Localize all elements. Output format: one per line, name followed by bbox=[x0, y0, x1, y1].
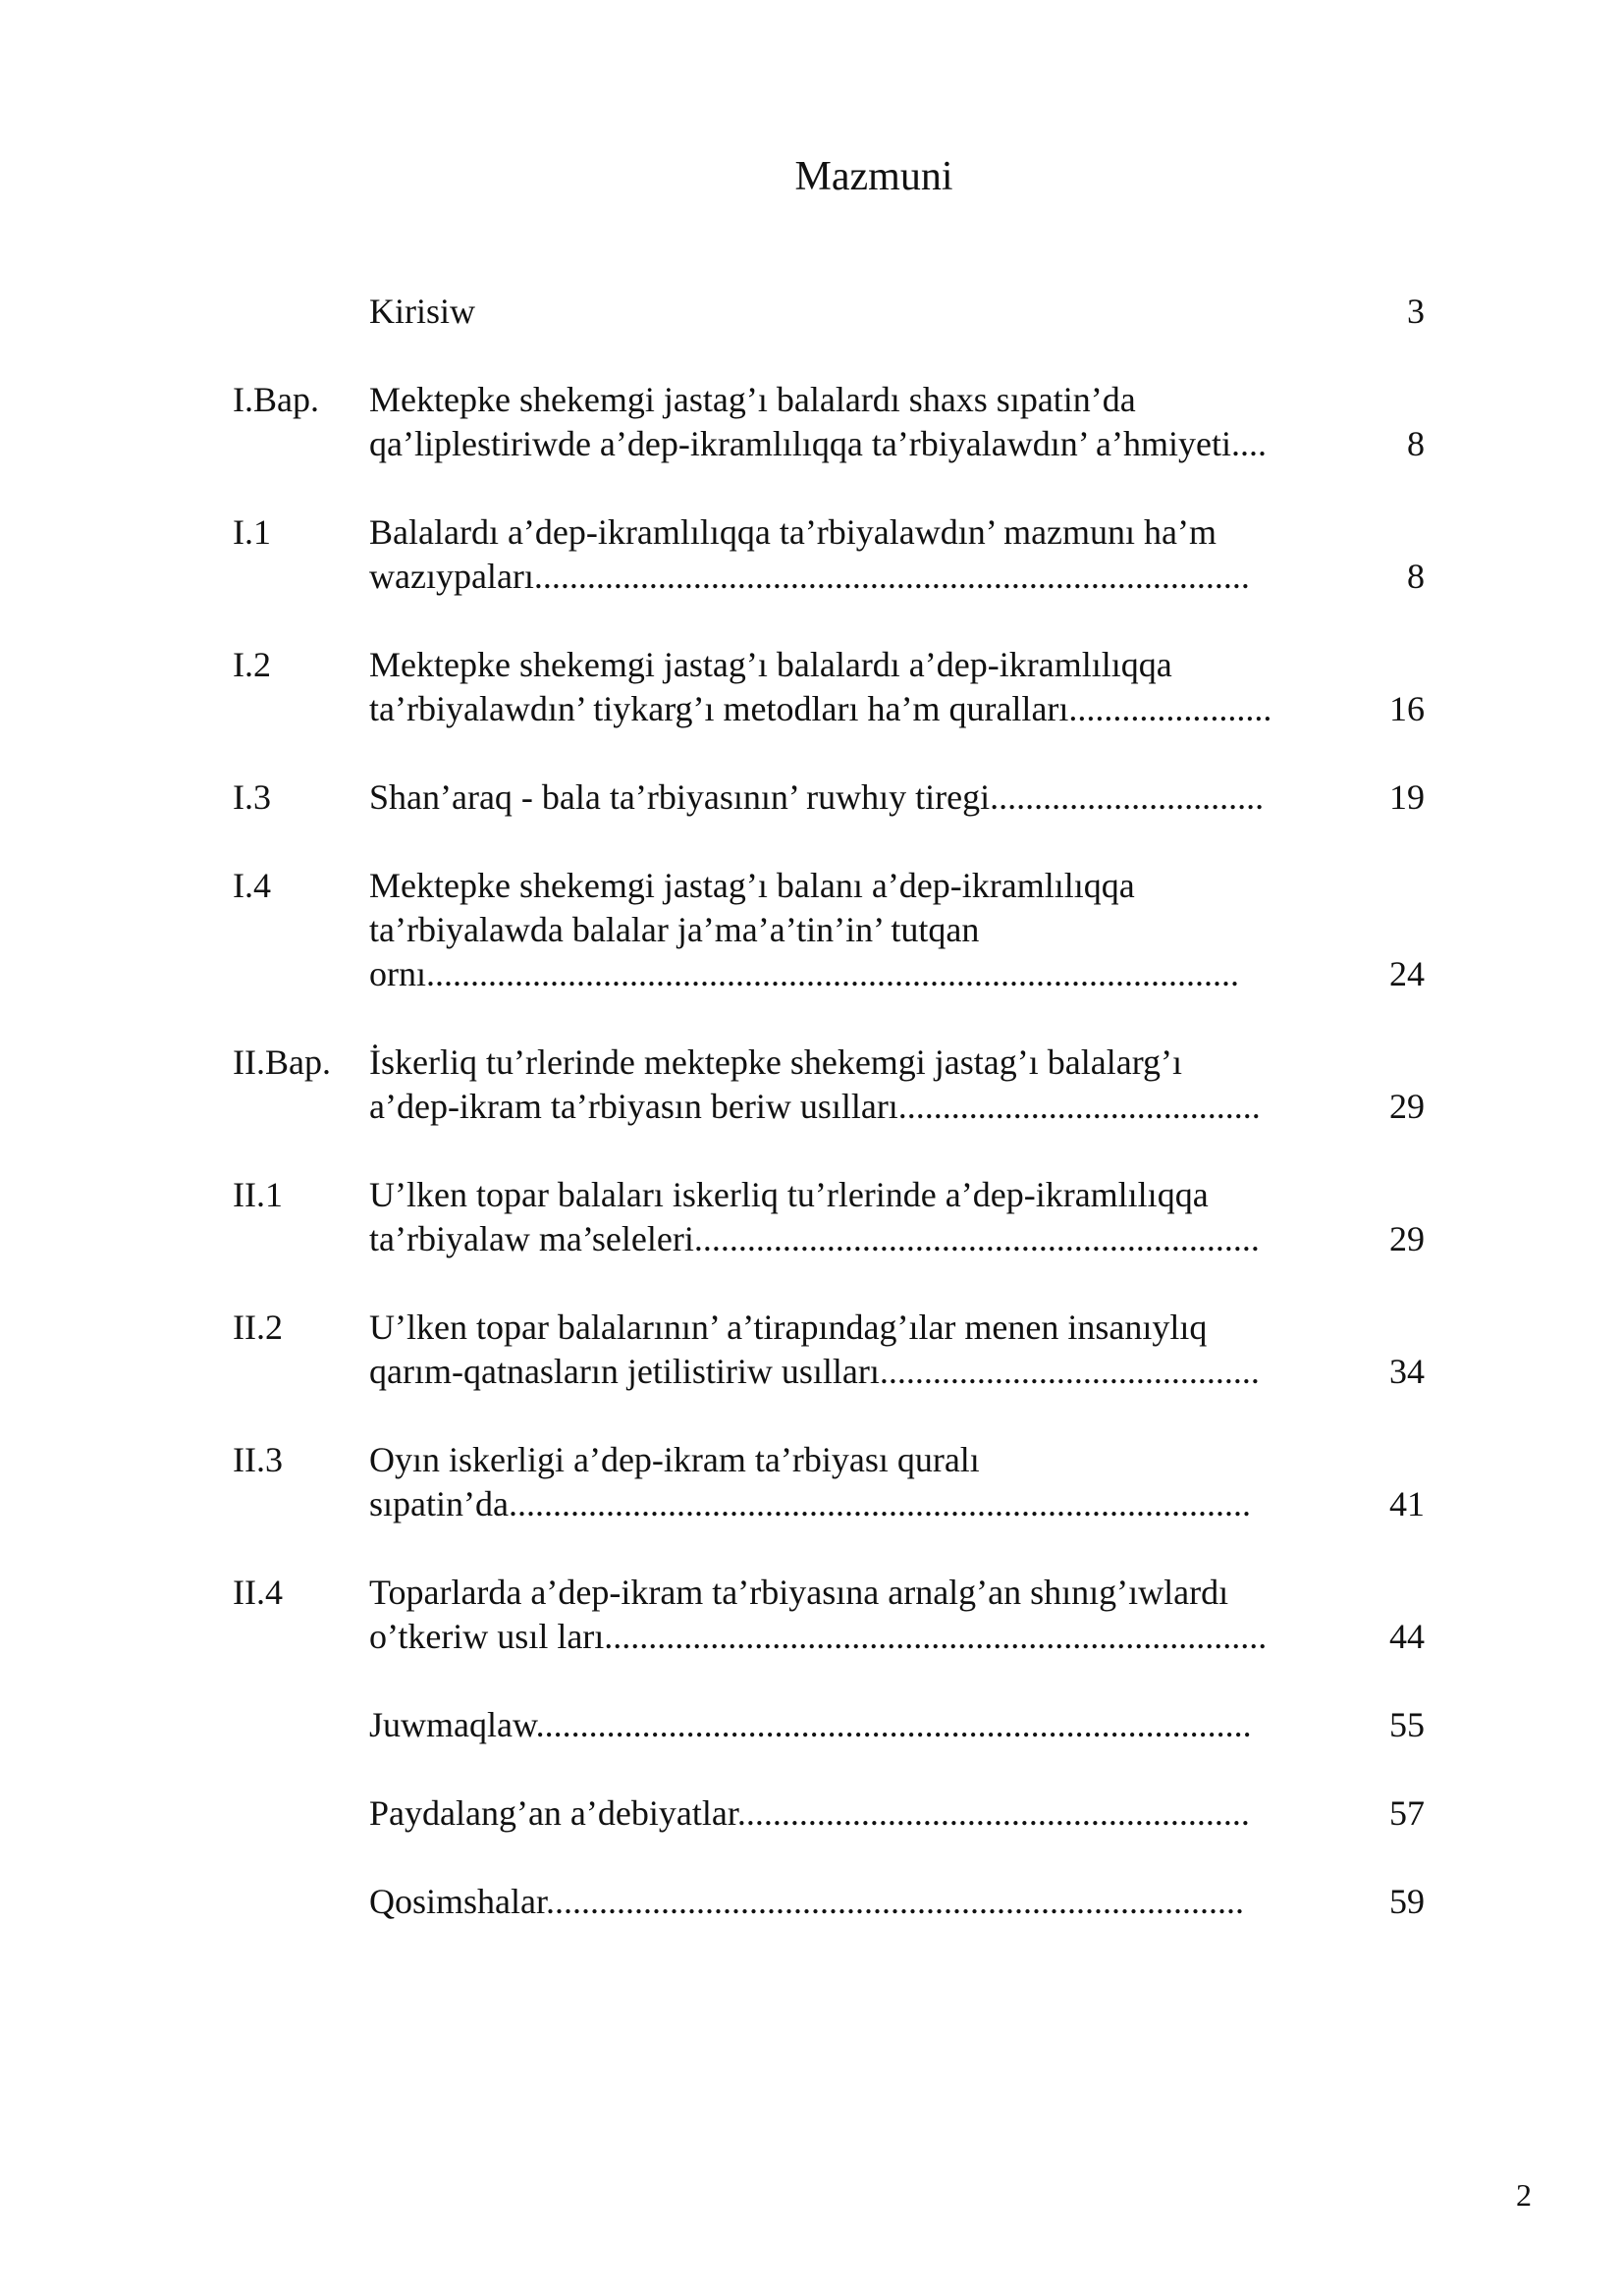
toc-entry bbox=[0, 1041, 1623, 1129]
toc-entry bbox=[0, 1880, 1623, 1924]
toc-entry bbox=[0, 775, 1623, 820]
toc-entry-page: 34 bbox=[1389, 1352, 1425, 1391]
toc-entry-title bbox=[369, 1880, 1351, 1924]
toc-entry-number: I.Bap. bbox=[233, 380, 319, 419]
toc-entry-title-line: Kirisiw bbox=[369, 292, 475, 331]
toc-entry-title-line: ta’rbiyalaw ma’seleleri................................................................ bbox=[369, 1219, 1260, 1258]
toc-entry bbox=[0, 510, 1623, 599]
toc-entry-page: 3 bbox=[1407, 292, 1425, 331]
toc-entry-title bbox=[369, 1703, 1351, 1747]
toc-entry-title bbox=[369, 1438, 1351, 1526]
toc-entry-title-line: Toparlarda a’dep-ikram ta’rbiyasına arnalg’an shınıg’ıwlardı bbox=[369, 1573, 1229, 1612]
toc-entry-title bbox=[369, 864, 1351, 996]
toc-entry-page: 29 bbox=[1389, 1219, 1425, 1258]
toc-entry-page: 8 bbox=[1407, 557, 1425, 596]
toc-entry-title bbox=[369, 1041, 1351, 1129]
toc-entry-title-line: Balalardı a’dep-ikramlılıqqa ta’rbiyalawdın’ mazmunı ha’m bbox=[369, 512, 1217, 552]
toc-entry-title bbox=[369, 775, 1351, 820]
toc-entry bbox=[0, 1173, 1623, 1261]
toc-entry-page: 41 bbox=[1389, 1484, 1425, 1523]
page-title: Mazmuni bbox=[794, 154, 953, 199]
toc-entry bbox=[0, 1791, 1623, 1836]
toc-entry-title bbox=[369, 510, 1351, 599]
toc-entry-title-line: ornı............................................................................................ bbox=[369, 954, 1239, 993]
toc-entry-title-line: Mektepke shekemgi jastag’ı balalardı a’dep-ikramlılıqqa bbox=[369, 645, 1172, 684]
toc-entry-title-line: U’lken topar balaları iskerliq tu’rlerinde a’dep-ikramlılıqqa bbox=[369, 1175, 1209, 1214]
toc-entry-number: II.1 bbox=[233, 1175, 283, 1214]
toc-entry-page: 16 bbox=[1389, 689, 1425, 728]
toc-entry-title bbox=[369, 643, 1351, 731]
toc-entry-title bbox=[369, 1571, 1351, 1659]
toc-entry bbox=[0, 290, 1623, 334]
toc-entry-title-line: U’lken topar balalarının’ a’tirapındag’ılar menen insanıylıq bbox=[369, 1308, 1208, 1347]
toc-entry-number: II.3 bbox=[233, 1440, 283, 1479]
toc-entry-number: I.1 bbox=[233, 512, 271, 552]
toc-entry-title bbox=[369, 378, 1351, 466]
toc-entry-number: I.4 bbox=[233, 866, 271, 905]
toc-entry-title-line: Juwmaqlaw................................................................................. bbox=[369, 1705, 1252, 1744]
toc-entry-page: 59 bbox=[1389, 1882, 1425, 1921]
toc-entry-title-line: a’dep-ikram ta’rbiyasın beriw usılları......................................... bbox=[369, 1087, 1261, 1126]
toc-entry-title-line: İskerliq tu’rlerinde mektepke shekemgi jastag’ı balalarg’ı bbox=[369, 1042, 1183, 1082]
toc-entry-title-line: Paydalang’an a’debiyatlar.......................................................... bbox=[369, 1793, 1250, 1833]
toc-entry-title-line: qa’liplestiriwde a’dep-ikramlılıqqa ta’rbiyalawdın’ a’hmiyeti.... bbox=[369, 424, 1268, 463]
toc-entry-number: I.3 bbox=[233, 777, 271, 817]
toc-entry-title-line: qarım-qatnasların jetilistiriw usılları........................................... bbox=[369, 1352, 1260, 1391]
toc-entry bbox=[0, 1438, 1623, 1526]
toc-entry-page: 19 bbox=[1389, 777, 1425, 817]
toc-entry-page: 57 bbox=[1389, 1793, 1425, 1833]
toc-entry-title-line: sıpatin’da.................................................................................... bbox=[369, 1484, 1251, 1523]
toc-entry-title-line: Shan’araq - bala ta’rbiyasının’ ruwhıy tiregi............................... bbox=[369, 777, 1265, 817]
toc-entry-title-line: Qosimshalar............................................................................... bbox=[369, 1882, 1244, 1921]
toc-entry bbox=[0, 1571, 1623, 1659]
toc-entry-page: 8 bbox=[1407, 424, 1425, 463]
toc-entry bbox=[0, 1703, 1623, 1747]
toc-entry-title-line: wazıypaları................................................................................. bbox=[369, 557, 1250, 596]
toc-entry-title-line: Mektepke shekemgi jastag’ı balanı a’dep-ikramlılıqqa bbox=[369, 866, 1135, 905]
toc-entry bbox=[0, 378, 1623, 466]
toc-entry-page: 24 bbox=[1389, 954, 1425, 993]
toc-entry-page: 55 bbox=[1389, 1705, 1425, 1744]
toc-entry-title-line: ta’rbiyalawdın’ tiykarg’ı metodları ha’m quralları....................... bbox=[369, 689, 1272, 728]
toc-entry-title-line: ta’rbiyalawda balalar ja’ma’a’tin’in’ tutqan bbox=[369, 910, 980, 949]
toc-entry-title-line: o’tkeriw usıl ları........................................................................... bbox=[369, 1617, 1268, 1656]
toc-entry-number: I.2 bbox=[233, 645, 271, 684]
toc-entry-title bbox=[369, 290, 1351, 334]
toc-entry-number: II.2 bbox=[233, 1308, 283, 1347]
toc-entry-number: II.Bap. bbox=[233, 1042, 331, 1082]
toc-entry-page: 29 bbox=[1389, 1087, 1425, 1126]
toc-entry-title-line: Oyın iskerligi a’dep-ikram ta’rbiyası quralı bbox=[369, 1440, 980, 1479]
toc-entry bbox=[0, 643, 1623, 731]
toc-entry-title bbox=[369, 1173, 1351, 1261]
toc-entry-title-line: Mektepke shekemgi jastag’ı balalardı shaxs sıpatin’da bbox=[369, 380, 1136, 419]
toc-entry-page: 44 bbox=[1389, 1617, 1425, 1656]
toc-entry-title bbox=[369, 1791, 1351, 1836]
toc-entry bbox=[0, 864, 1623, 996]
page-number: 2 bbox=[1516, 2177, 1532, 2213]
toc-entry-number: II.4 bbox=[233, 1573, 283, 1612]
toc-entry-title bbox=[369, 1306, 1351, 1394]
toc-entry bbox=[0, 1306, 1623, 1394]
